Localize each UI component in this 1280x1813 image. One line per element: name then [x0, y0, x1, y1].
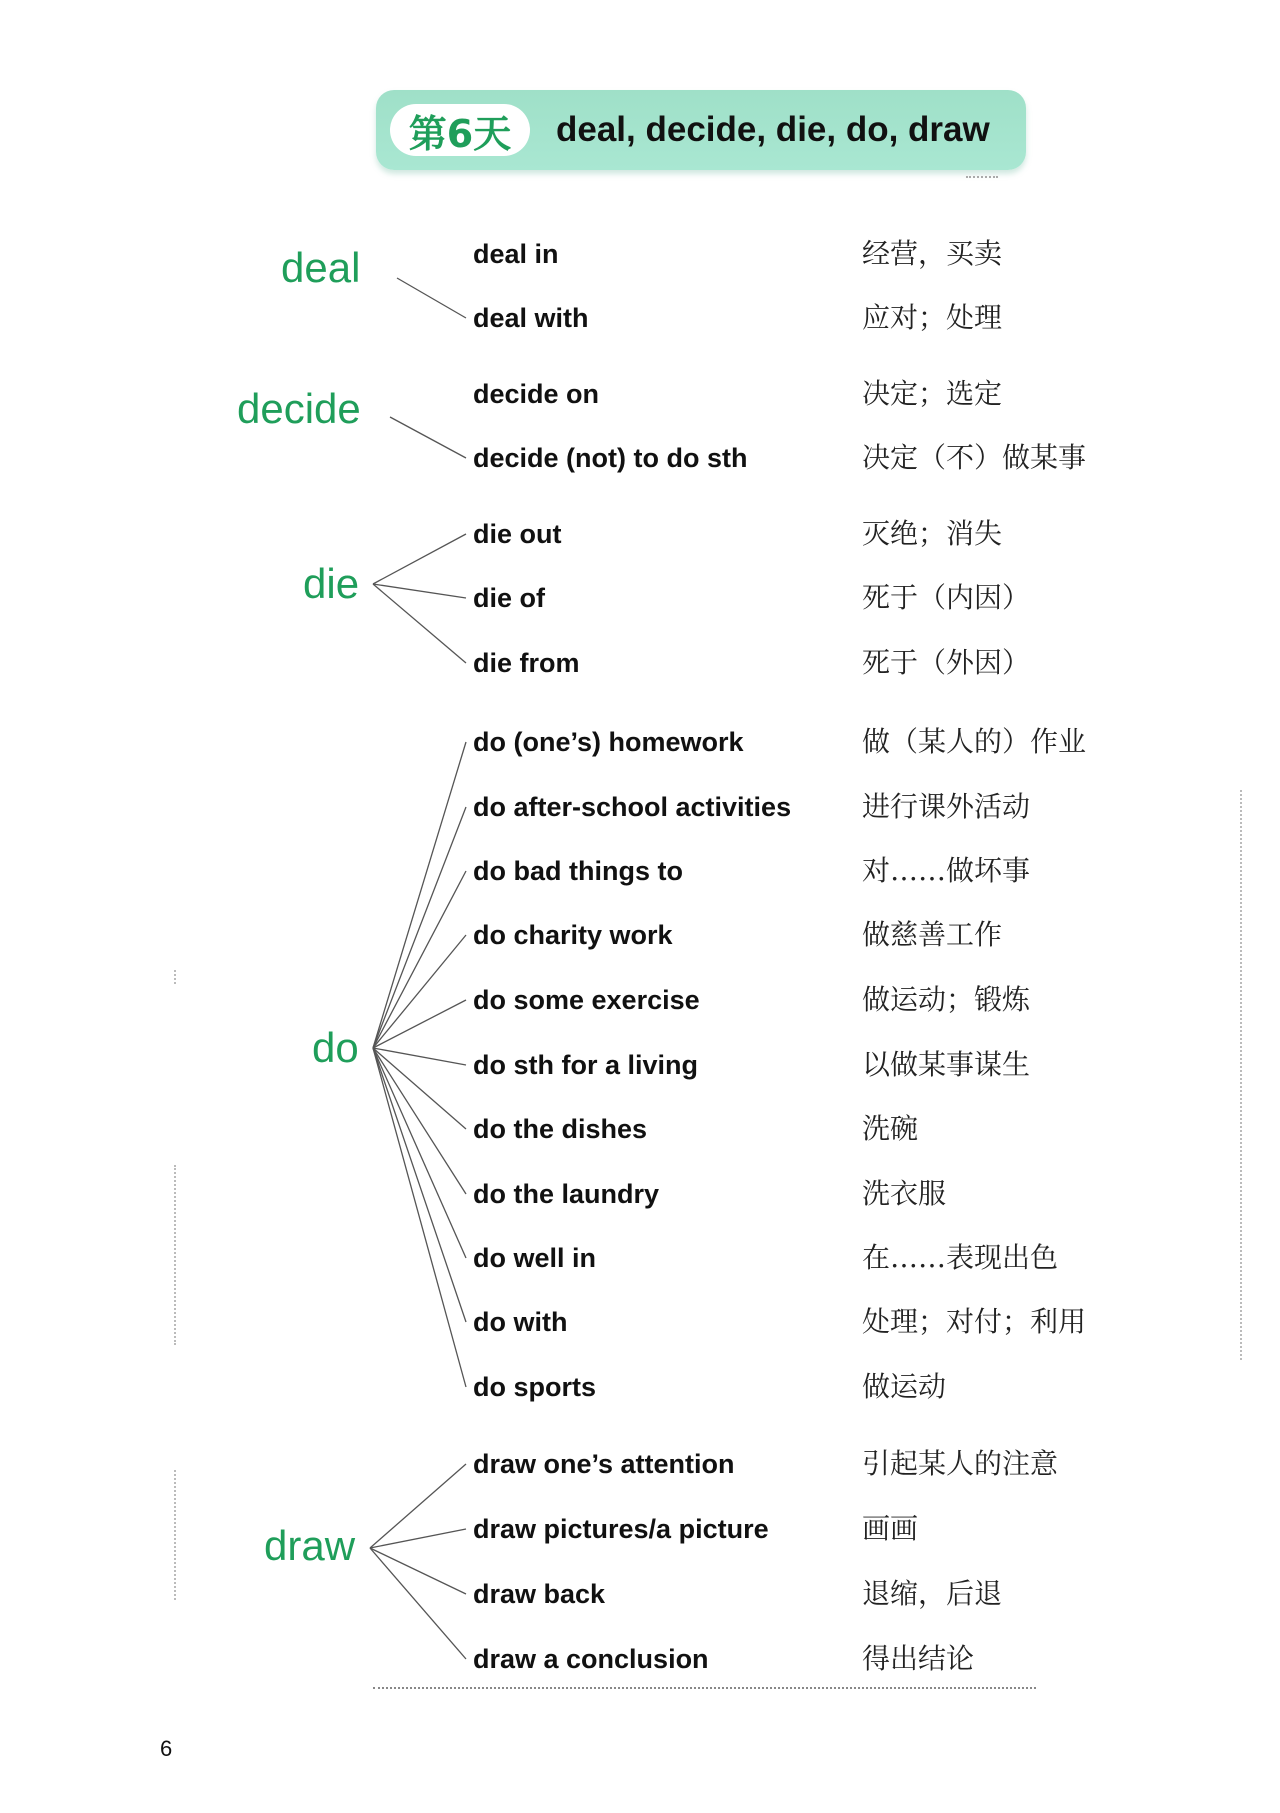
- phrase: draw back: [473, 1579, 606, 1609]
- meaning: 洗碗: [862, 1112, 919, 1145]
- meaning: 以做某事谋生: [862, 1048, 1031, 1081]
- phrase: do sth for a living: [473, 1050, 699, 1080]
- meaning: 做运动: [862, 1370, 947, 1403]
- connector-line: [373, 1048, 466, 1065]
- phrase: decide on: [473, 379, 600, 409]
- meaning: 死于（外因）: [862, 646, 1031, 679]
- meaning: 做慈善工作: [862, 918, 1003, 951]
- day-label: 第6天: [390, 104, 530, 156]
- page-number: 6: [160, 1736, 173, 1761]
- phrase: do (one’s) homework: [473, 727, 744, 757]
- connector-line: [373, 1048, 466, 1387]
- meaning: 决定；选定: [862, 377, 1003, 410]
- phrase: draw one’s attention: [473, 1449, 735, 1479]
- phrase: do with: [473, 1307, 568, 1337]
- meaning: 退缩，后退: [862, 1577, 1003, 1610]
- phrase: do the dishes: [473, 1114, 648, 1144]
- connector-line: [373, 935, 466, 1048]
- meaning: 做（某人的）作业: [862, 725, 1087, 758]
- header-words: deal, decide, die, do, draw: [556, 110, 990, 149]
- meaning: 对……做坏事: [862, 854, 1031, 887]
- meaning: 引起某人的注意: [862, 1447, 1059, 1480]
- phrase: do the laundry: [473, 1179, 660, 1209]
- connector-line: [370, 1548, 466, 1659]
- meaning: 处理；对付；利用: [862, 1305, 1087, 1338]
- connector-line: [373, 1048, 466, 1194]
- phrase: decide (not) to do sth: [473, 443, 748, 473]
- meaning: 画画: [862, 1512, 919, 1545]
- head-word-deal: deal: [281, 244, 361, 291]
- connector-line: [373, 807, 466, 1048]
- phrase: do sports: [473, 1372, 597, 1402]
- head-word-die: die: [303, 560, 360, 607]
- phrase: deal in: [473, 239, 559, 269]
- connector-line: [370, 1464, 466, 1548]
- phrase: die from: [473, 648, 580, 678]
- connector-line: [373, 742, 466, 1048]
- connector-line: [370, 1548, 466, 1594]
- phrase: do some exercise: [473, 985, 700, 1015]
- phrase: deal with: [473, 303, 589, 333]
- connector-line: [373, 871, 466, 1048]
- phrase: do charity work: [473, 920, 673, 950]
- meaning: 得出结论: [862, 1642, 975, 1675]
- meaning: 决定（不）做某事: [862, 441, 1087, 474]
- connector-line: [373, 1048, 466, 1258]
- phrase: do bad things to: [473, 856, 683, 886]
- phrase: draw pictures/a picture: [473, 1514, 769, 1544]
- meaning: 洗衣服: [862, 1177, 947, 1210]
- head-word-decide: decide: [237, 385, 361, 432]
- head-word-draw: draw: [264, 1522, 356, 1569]
- footer-rule: [373, 1687, 1036, 1689]
- meaning: 在……表现出色: [862, 1241, 1059, 1274]
- phrase: die out: [473, 519, 562, 549]
- phrase: draw a conclusion: [473, 1644, 709, 1674]
- meaning: 做运动；锻炼: [862, 983, 1031, 1016]
- connector-line: [373, 534, 466, 584]
- meaning: 进行课外活动: [862, 790, 1031, 823]
- connector-line: [390, 417, 466, 458]
- head-word-do: do: [312, 1024, 359, 1071]
- meaning: 应对；处理: [862, 301, 1003, 334]
- meaning: 死于（内因）: [862, 581, 1031, 614]
- phrase: do well in: [473, 1243, 597, 1273]
- phrase: do after-school activities: [473, 792, 792, 822]
- connector-line: [373, 1000, 466, 1048]
- phrase: die of: [473, 583, 545, 613]
- meaning: 经营，买卖: [862, 237, 1003, 270]
- connector-line: [370, 1529, 466, 1548]
- meaning: 灭绝；消失: [862, 517, 1003, 550]
- connector-line: [397, 278, 466, 318]
